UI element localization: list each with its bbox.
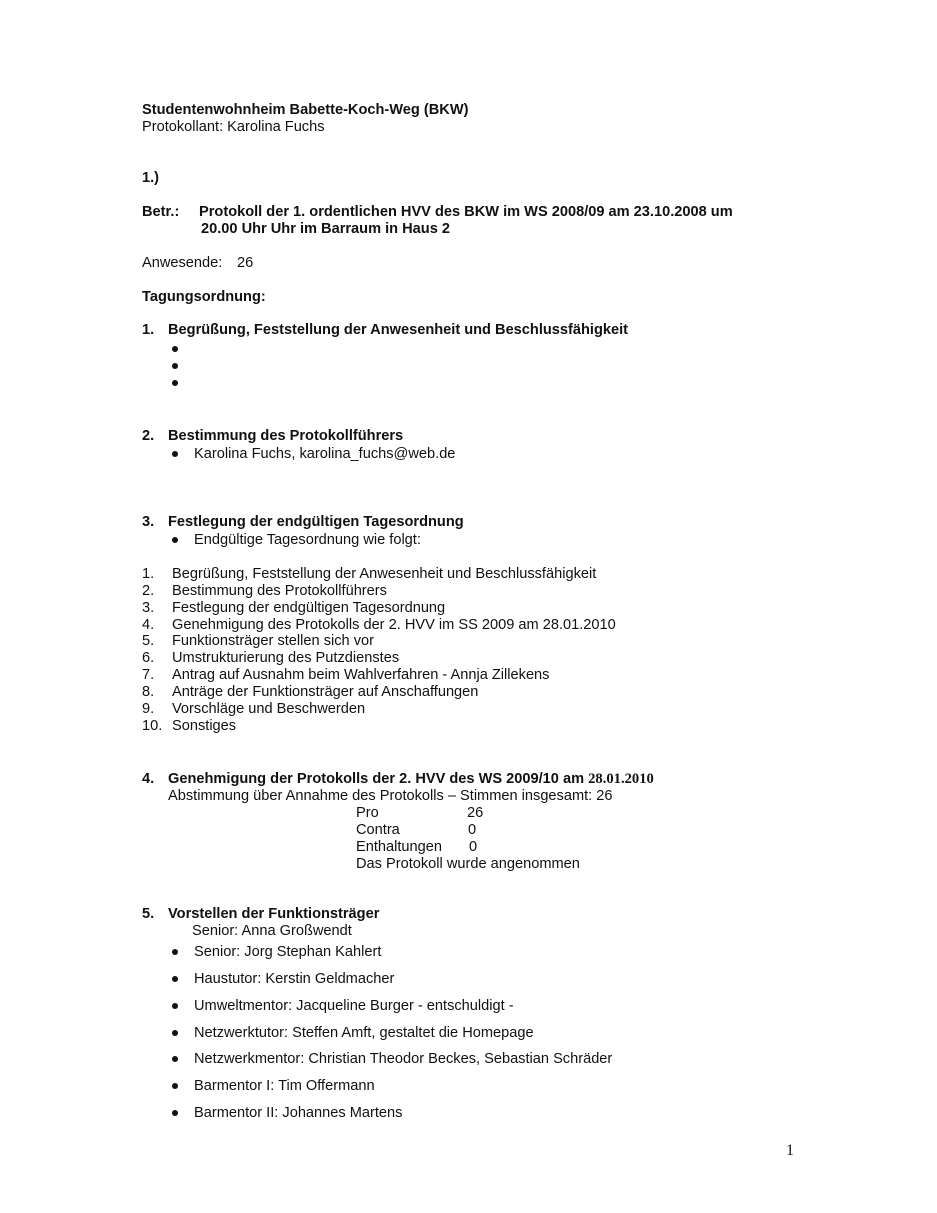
list-item: Umweltmentor: Jacqueline Burger - entschuldigt -: [194, 998, 514, 1014]
bullet-marker: [172, 451, 178, 457]
agenda-item-number: 5.: [142, 633, 155, 649]
subject-line-1: Protokoll der 1. ordentlichen HVV des BKW im WS 2008/09 am 23.10.2008 um: [199, 204, 733, 220]
empty-bullet: [172, 346, 178, 352]
bullet-marker: [172, 1056, 178, 1062]
attendance-label: Anwesende:: [142, 255, 223, 271]
agenda-item: Bestimmung des Protokollführers: [172, 583, 387, 599]
section-2-bullet: Karolina Fuchs, karolina_fuchs@web.de: [194, 446, 456, 462]
attendance-count: 26: [237, 255, 254, 271]
agenda-item-number: 4.: [142, 617, 155, 633]
bullet-marker: [172, 949, 178, 955]
agenda-item: Funktionsträger stellen sich vor: [172, 633, 374, 649]
vote-abstain-label: Enthaltungen: [356, 839, 443, 855]
agenda-item-number: 3.: [142, 600, 155, 616]
vote-contra-value: 0: [468, 822, 477, 838]
section-2-title: Bestimmung des Protokollführers: [168, 428, 404, 444]
agenda-item: Anträge der Funktionsträger auf Anschaffungen: [172, 684, 479, 700]
bullet-marker: [172, 1003, 178, 1009]
subject-line-2: 20.00 Uhr Uhr im Barraum in Haus 2: [201, 221, 450, 237]
bullet-marker: [172, 1030, 178, 1036]
section-4-title-date: 28.01.2010: [588, 771, 654, 787]
agenda-heading: Tagungsordnung:: [142, 289, 266, 305]
agenda-item-number: 9.: [142, 701, 155, 717]
agenda-item: Sonstiges: [172, 718, 237, 734]
item-number: 1.): [142, 170, 160, 186]
section-3-title: Festlegung der endgültigen Tagesordnung: [168, 514, 464, 530]
vote-pro-value: 26: [467, 805, 484, 821]
bullet-marker: [172, 976, 178, 982]
agenda-item-number: 6.: [142, 650, 155, 666]
agenda-item-number: 7.: [142, 667, 155, 683]
officer-first: Senior: Anna Großwendt: [192, 923, 352, 939]
empty-bullet: [172, 380, 178, 386]
page-number: 1: [786, 1142, 794, 1159]
section-1-title: Begrüßung, Feststellung der Anwesenheit und Beschlussfähigkeit: [168, 322, 629, 338]
section-5-number: 5.: [142, 906, 155, 922]
section-5-title: Vorstellen der Funktionsträger: [168, 906, 380, 922]
section-3-bullet: Endgültige Tagesordnung wie folgt:: [194, 532, 421, 548]
agenda-item: Begrüßung, Feststellung der Anwesenheit und Beschlussfähigkeit: [172, 566, 597, 582]
agenda-item: Genehmigung des Protokolls der 2. HVV im SS 2009 am 28.01.2010: [172, 617, 616, 633]
vote-pro-label: Pro: [356, 805, 379, 821]
bullet-marker: [172, 1110, 178, 1116]
agenda-item-number: 8.: [142, 684, 155, 700]
agenda-item-number: 2.: [142, 583, 155, 599]
agenda-item: Vorschläge und Beschwerden: [172, 701, 366, 717]
agenda-item-number: 10.: [142, 718, 163, 734]
section-4-title: [168, 771, 654, 788]
agenda-item: Umstrukturierung des Putzdienstes: [172, 650, 400, 666]
section-3-number: 3.: [142, 514, 155, 530]
empty-bullet: [172, 363, 178, 369]
list-item: Barmentor II: Johannes Martens: [194, 1105, 403, 1121]
agenda-item: Festlegung der endgültigen Tagesordnung: [172, 600, 446, 616]
vote-contra-label: Contra: [356, 822, 400, 838]
section-2-number: 2.: [142, 428, 155, 444]
vote-result: Das Protokoll wurde angenommen: [356, 856, 580, 872]
section-4-number: 4.: [142, 771, 155, 787]
list-item: Netzwerkmentor: Christian Theodor Beckes, Sebastian Schräder: [194, 1051, 613, 1067]
list-item: Barmentor I: Tim Offermann: [194, 1078, 375, 1094]
bullet-marker: [172, 1083, 178, 1089]
list-item: Netzwerktutor: Steffen Amft, gestaltet die Homepage: [194, 1025, 534, 1041]
bullet-marker: [172, 537, 178, 543]
section-4-title-text: Genehmigung der Protokolls der 2. HVV des WS 2009/10 am: [168, 771, 585, 787]
recorder-line: Protokollant: Karolina Fuchs: [142, 119, 325, 135]
agenda-item-number: 1.: [142, 566, 155, 582]
vote-abstain-value: 0: [469, 839, 478, 855]
agenda-item: Antrag auf Ausnahm beim Wahlverfahren - Annja Zillekens: [172, 667, 550, 683]
section-1-number: 1.: [142, 322, 155, 338]
list-item: Haustutor: Kerstin Geldmacher: [194, 971, 395, 987]
institution-title: Studentenwohnheim Babette-Koch-Weg (BKW): [142, 102, 469, 118]
subject-label: Betr.:: [142, 204, 180, 220]
vote-intro: Abstimmung über Annahme des Protokolls – Stimmen insgesamt: 26: [168, 788, 613, 804]
list-item: Senior: Jorg Stephan Kahlert: [194, 944, 382, 960]
